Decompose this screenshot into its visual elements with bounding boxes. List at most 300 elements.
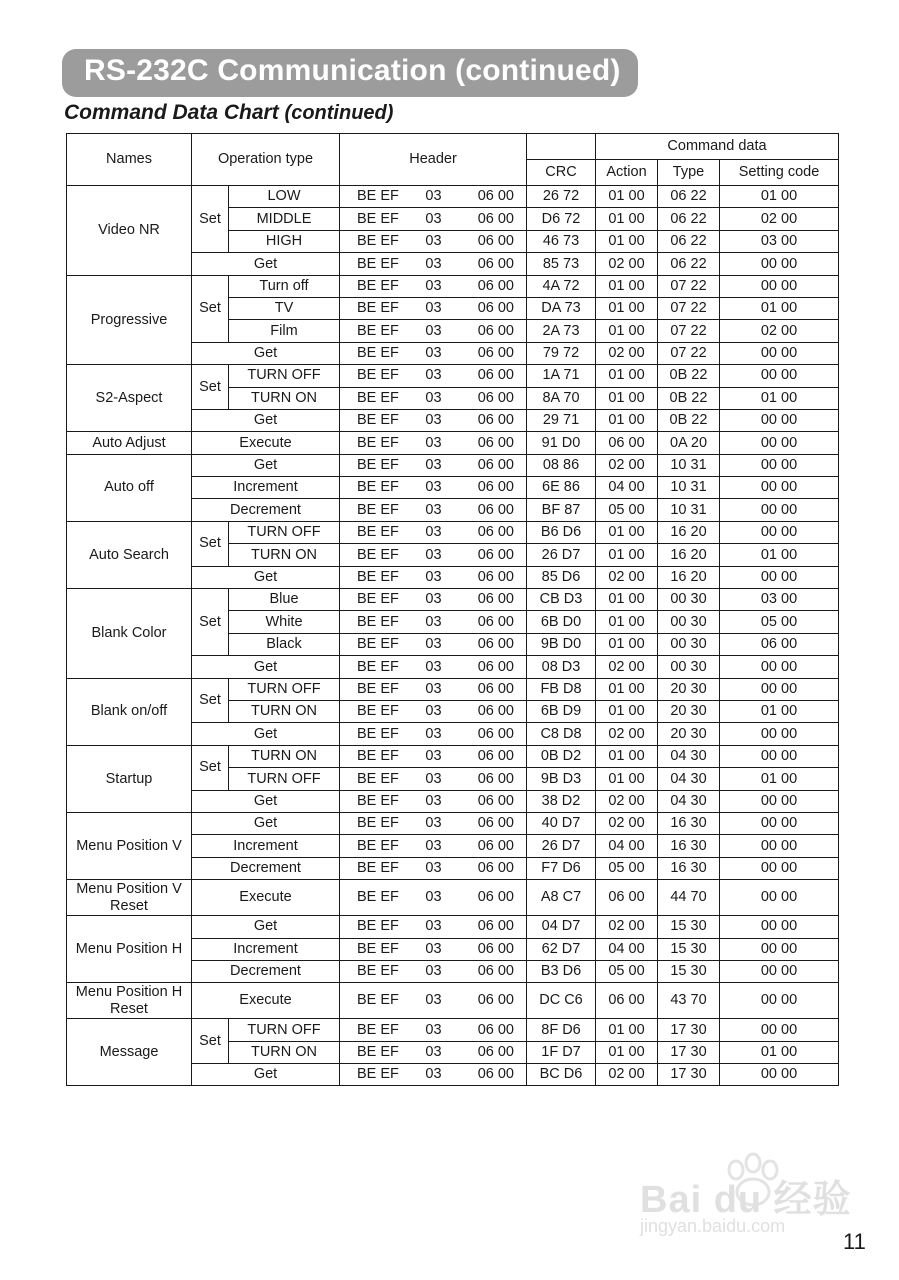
header-byte-1: BE EF [340, 812, 415, 834]
header-byte-1: BE EF [340, 297, 415, 319]
header-byte-3: 06 00 [453, 678, 527, 700]
header-byte-3: 06 00 [453, 387, 527, 409]
header-byte-3: 06 00 [453, 880, 527, 916]
operation-option: TURN OFF [229, 768, 340, 790]
type-value: 04 30 [658, 745, 720, 767]
header-byte-3: 06 00 [453, 566, 527, 588]
row-name: Menu Position V Reset [67, 880, 192, 916]
row-name: Auto off [67, 454, 192, 521]
header-byte-1: BE EF [340, 656, 415, 678]
header-byte-2: 03 [415, 566, 453, 588]
header-byte-2: 03 [415, 723, 453, 745]
header-byte-1: BE EF [340, 1064, 415, 1086]
header-byte-1: BE EF [340, 880, 415, 916]
type-value: 15 30 [658, 938, 720, 960]
operation-set-label: Set [192, 365, 229, 410]
header-byte-1: BE EF [340, 208, 415, 230]
crc-value: 9B D0 [527, 633, 596, 655]
header-byte-3: 06 00 [453, 938, 527, 960]
table-row [67, 745, 839, 767]
action-value: 01 00 [596, 1019, 658, 1041]
header-byte-2: 03 [415, 230, 453, 252]
crc-value: DA 73 [527, 297, 596, 319]
type-value: 07 22 [658, 275, 720, 297]
header-byte-3: 06 00 [453, 656, 527, 678]
header-byte-1: BE EF [340, 960, 415, 982]
type-value: 07 22 [658, 320, 720, 342]
action-value: 02 00 [596, 790, 658, 812]
action-value: 02 00 [596, 916, 658, 938]
action-value: 06 00 [596, 880, 658, 916]
table-row [67, 916, 839, 938]
header-byte-2: 03 [415, 700, 453, 722]
header-byte-2: 03 [415, 960, 453, 982]
header-byte-2: 03 [415, 365, 453, 387]
table-row [67, 812, 839, 834]
operation-set-label: Set [192, 186, 229, 253]
type-value: 0B 22 [658, 387, 720, 409]
type-value: 16 30 [658, 835, 720, 857]
setting-code-value: 00 00 [720, 365, 839, 387]
setting-code-value: 00 00 [720, 983, 839, 1019]
table-row [67, 454, 839, 476]
type-value: 00 30 [658, 633, 720, 655]
action-value: 01 00 [596, 1041, 658, 1063]
type-value: 0B 22 [658, 365, 720, 387]
header-byte-3: 06 00 [453, 208, 527, 230]
action-value: 06 00 [596, 432, 658, 454]
header-byte-2: 03 [415, 387, 453, 409]
operation-set-label: Set [192, 521, 229, 566]
setting-code-value: 00 00 [720, 880, 839, 916]
setting-code-value: 00 00 [720, 656, 839, 678]
header-byte-3: 06 00 [453, 1019, 527, 1041]
type-value: 10 31 [658, 477, 720, 499]
operation-type: Get [192, 790, 340, 812]
crc-value: 8F D6 [527, 1019, 596, 1041]
setting-code-value: 01 00 [720, 768, 839, 790]
header-byte-2: 03 [415, 611, 453, 633]
table-row [67, 1019, 839, 1041]
setting-code-value: 01 00 [720, 297, 839, 319]
crc-value: 40 D7 [527, 812, 596, 834]
header-byte-2: 03 [415, 790, 453, 812]
row-name: S2-Aspect [67, 365, 192, 432]
action-value: 05 00 [596, 857, 658, 879]
table-row [67, 432, 839, 454]
header-byte-3: 06 00 [453, 186, 527, 208]
operation-option: TURN OFF [229, 521, 340, 543]
type-value: 20 30 [658, 700, 720, 722]
header-byte-2: 03 [415, 477, 453, 499]
type-value: 06 22 [658, 208, 720, 230]
setting-code-value: 00 00 [720, 678, 839, 700]
header-byte-2: 03 [415, 342, 453, 364]
row-name: Auto Search [67, 521, 192, 588]
header-byte-1: BE EF [340, 790, 415, 812]
header-byte-1: BE EF [340, 521, 415, 543]
operation-type: Execute [192, 983, 340, 1019]
header-byte-2: 03 [415, 521, 453, 543]
action-value: 01 00 [596, 230, 658, 252]
type-value: 16 30 [658, 812, 720, 834]
type-value: 10 31 [658, 499, 720, 521]
crc-value: 91 D0 [527, 432, 596, 454]
crc-value: 79 72 [527, 342, 596, 364]
setting-code-value: 00 00 [720, 409, 839, 431]
crc-value: CB D3 [527, 589, 596, 611]
table-row [67, 365, 839, 387]
watermark-url: jingyan.baidu.com [640, 1216, 786, 1236]
operation-option: LOW [229, 186, 340, 208]
section-subtitle [64, 101, 393, 125]
setting-code-value: 00 00 [720, 790, 839, 812]
subtitle-main: Command Data Chart [64, 101, 279, 124]
setting-code-value: 00 00 [720, 499, 839, 521]
header-byte-1: BE EF [340, 611, 415, 633]
action-value: 02 00 [596, 454, 658, 476]
action-value: 01 00 [596, 768, 658, 790]
header-byte-3: 06 00 [453, 983, 527, 1019]
operation-set-label: Set [192, 1019, 229, 1064]
setting-code-value: 00 00 [720, 477, 839, 499]
crc-value: 1F D7 [527, 1041, 596, 1063]
type-value: 00 30 [658, 656, 720, 678]
setting-code-value: 05 00 [720, 611, 839, 633]
header-byte-2: 03 [415, 1019, 453, 1041]
header-byte-3: 06 00 [453, 297, 527, 319]
header-byte-3: 06 00 [453, 835, 527, 857]
type-value: 20 30 [658, 723, 720, 745]
operation-option: TV [229, 297, 340, 319]
type-value: 00 30 [658, 611, 720, 633]
setting-code-value: 00 00 [720, 857, 839, 879]
header-byte-3: 06 00 [453, 812, 527, 834]
operation-type: Execute [192, 880, 340, 916]
operation-type: Increment [192, 835, 340, 857]
operation-type: Get [192, 342, 340, 364]
table-row [67, 589, 839, 611]
header-byte-1: BE EF [340, 678, 415, 700]
action-value: 06 00 [596, 983, 658, 1019]
type-value: 06 22 [658, 253, 720, 275]
row-name: Startup [67, 745, 192, 812]
header-byte-3: 06 00 [453, 611, 527, 633]
header-byte-2: 03 [415, 589, 453, 611]
col-header-action: Action [596, 160, 658, 186]
type-value: 07 22 [658, 342, 720, 364]
crc-value: 6B D9 [527, 700, 596, 722]
header-byte-2: 03 [415, 857, 453, 879]
setting-code-value: 01 00 [720, 544, 839, 566]
crc-value: 26 D7 [527, 835, 596, 857]
type-value: 16 30 [658, 857, 720, 879]
header-byte-2: 03 [415, 499, 453, 521]
header-byte-1: BE EF [340, 477, 415, 499]
setting-code-value: 00 00 [720, 275, 839, 297]
header-byte-2: 03 [415, 633, 453, 655]
crc-value: 08 86 [527, 454, 596, 476]
type-value: 17 30 [658, 1064, 720, 1086]
crc-value: 26 D7 [527, 544, 596, 566]
header-byte-3: 06 00 [453, 342, 527, 364]
header-byte-3: 06 00 [453, 723, 527, 745]
crc-value: D6 72 [527, 208, 596, 230]
header-byte-3: 06 00 [453, 700, 527, 722]
header-byte-1: BE EF [340, 589, 415, 611]
col-header-names: Names [67, 134, 192, 186]
col-header-setting-code: Setting code [720, 160, 839, 186]
table-row [67, 521, 839, 543]
col-header-crc-top [527, 134, 596, 160]
table-row [67, 186, 839, 208]
header-byte-1: BE EF [340, 409, 415, 431]
header-byte-2: 03 [415, 745, 453, 767]
header-byte-2: 03 [415, 812, 453, 834]
col-header-type: Type [658, 160, 720, 186]
header-byte-3: 06 00 [453, 230, 527, 252]
header-byte-2: 03 [415, 835, 453, 857]
col-header-command-data: Command data [596, 134, 839, 160]
crc-value: 85 73 [527, 253, 596, 275]
setting-code-value: 03 00 [720, 589, 839, 611]
watermark-logo-text: Bai du 经验 [640, 1179, 852, 1221]
action-value: 01 00 [596, 700, 658, 722]
action-value: 05 00 [596, 499, 658, 521]
header-byte-2: 03 [415, 253, 453, 275]
crc-value: BC D6 [527, 1064, 596, 1086]
crc-value: 04 D7 [527, 916, 596, 938]
action-value: 01 00 [596, 589, 658, 611]
type-value: 0B 22 [658, 409, 720, 431]
subtitle-suffix: (continued) [284, 102, 394, 124]
row-name: Menu Position H Reset [67, 983, 192, 1019]
type-value: 16 20 [658, 544, 720, 566]
action-value: 01 00 [596, 365, 658, 387]
type-value: 43 70 [658, 983, 720, 1019]
header-byte-3: 06 00 [453, 521, 527, 543]
setting-code-value: 02 00 [720, 208, 839, 230]
operation-type: Execute [192, 432, 340, 454]
header-byte-1: BE EF [340, 387, 415, 409]
type-value: 17 30 [658, 1041, 720, 1063]
operation-type: Get [192, 656, 340, 678]
operation-option: Film [229, 320, 340, 342]
col-header-header: Header [340, 134, 527, 186]
type-value: 06 22 [658, 230, 720, 252]
header-byte-1: BE EF [340, 723, 415, 745]
operation-option: TURN ON [229, 700, 340, 722]
action-value: 01 00 [596, 745, 658, 767]
setting-code-value: 01 00 [720, 186, 839, 208]
header-byte-1: BE EF [340, 768, 415, 790]
operation-option: TURN OFF [229, 365, 340, 387]
header-byte-2: 03 [415, 983, 453, 1019]
operation-option: TURN ON [229, 1041, 340, 1063]
setting-code-value: 03 00 [720, 230, 839, 252]
header-byte-1: BE EF [340, 230, 415, 252]
type-value: 10 31 [658, 454, 720, 476]
crc-value: 6E 86 [527, 477, 596, 499]
crc-value: A8 C7 [527, 880, 596, 916]
setting-code-value: 00 00 [720, 342, 839, 364]
operation-set-label: Set [192, 745, 229, 790]
crc-value: 85 D6 [527, 566, 596, 588]
operation-type: Get [192, 812, 340, 834]
action-value: 01 00 [596, 544, 658, 566]
operation-option: Blue [229, 589, 340, 611]
type-value: 00 30 [658, 589, 720, 611]
crc-value: 26 72 [527, 186, 596, 208]
setting-code-value: 06 00 [720, 633, 839, 655]
crc-value: 08 D3 [527, 656, 596, 678]
crc-value: 8A 70 [527, 387, 596, 409]
header-byte-2: 03 [415, 880, 453, 916]
crc-value: B6 D6 [527, 521, 596, 543]
header-byte-1: BE EF [340, 342, 415, 364]
header-byte-3: 06 00 [453, 916, 527, 938]
action-value: 01 00 [596, 633, 658, 655]
operation-option: TURN ON [229, 387, 340, 409]
setting-code-value: 00 00 [720, 253, 839, 275]
crc-value: 2A 73 [527, 320, 596, 342]
operation-option: TURN OFF [229, 678, 340, 700]
header-byte-3: 06 00 [453, 253, 527, 275]
header-byte-3: 06 00 [453, 589, 527, 611]
crc-value: 6B D0 [527, 611, 596, 633]
row-name: Blank on/off [67, 678, 192, 745]
header-byte-2: 03 [415, 454, 453, 476]
header-byte-3: 06 00 [453, 1064, 527, 1086]
table-row [67, 880, 839, 916]
action-value: 01 00 [596, 186, 658, 208]
header-byte-2: 03 [415, 768, 453, 790]
action-value: 02 00 [596, 723, 658, 745]
type-value: 16 20 [658, 566, 720, 588]
header-byte-2: 03 [415, 656, 453, 678]
type-value: 44 70 [658, 880, 720, 916]
operation-option: Turn off [229, 275, 340, 297]
action-value: 05 00 [596, 960, 658, 982]
crc-value: 9B D3 [527, 768, 596, 790]
operation-option: TURN ON [229, 544, 340, 566]
header-byte-3: 06 00 [453, 960, 527, 982]
setting-code-value: 01 00 [720, 700, 839, 722]
type-value: 04 30 [658, 790, 720, 812]
crc-value: FB D8 [527, 678, 596, 700]
table-row [67, 678, 839, 700]
header-byte-2: 03 [415, 297, 453, 319]
command-table-body [67, 186, 839, 1086]
header-byte-3: 06 00 [453, 409, 527, 431]
header-byte-1: BE EF [340, 700, 415, 722]
header-byte-3: 06 00 [453, 544, 527, 566]
operation-type: Get [192, 916, 340, 938]
setting-code-value: 00 00 [720, 745, 839, 767]
action-value: 01 00 [596, 521, 658, 543]
action-value: 01 00 [596, 387, 658, 409]
type-value: 20 30 [658, 678, 720, 700]
action-value: 01 00 [596, 275, 658, 297]
setting-code-value: 00 00 [720, 521, 839, 543]
header-byte-3: 06 00 [453, 857, 527, 879]
header-byte-2: 03 [415, 208, 453, 230]
type-value: 15 30 [658, 960, 720, 982]
operation-option: White [229, 611, 340, 633]
operation-set-label: Set [192, 275, 229, 342]
crc-value: 62 D7 [527, 938, 596, 960]
operation-type: Get [192, 566, 340, 588]
header-byte-3: 06 00 [453, 1041, 527, 1063]
header-byte-2: 03 [415, 544, 453, 566]
operation-type: Get [192, 454, 340, 476]
header-byte-3: 06 00 [453, 477, 527, 499]
header-byte-2: 03 [415, 938, 453, 960]
operation-option: TURN ON [229, 745, 340, 767]
operation-type: Get [192, 1064, 340, 1086]
type-value: 07 22 [658, 297, 720, 319]
type-value: 15 30 [658, 916, 720, 938]
operation-type: Get [192, 409, 340, 431]
header-byte-3: 06 00 [453, 768, 527, 790]
header-byte-2: 03 [415, 1041, 453, 1063]
operation-type: Decrement [192, 499, 340, 521]
action-value: 01 00 [596, 297, 658, 319]
header-byte-3: 06 00 [453, 499, 527, 521]
type-value: 16 20 [658, 521, 720, 543]
header-byte-1: BE EF [340, 916, 415, 938]
action-value: 02 00 [596, 812, 658, 834]
crc-value: 4A 72 [527, 275, 596, 297]
operation-option: MIDDLE [229, 208, 340, 230]
setting-code-value: 00 00 [720, 812, 839, 834]
action-value: 02 00 [596, 566, 658, 588]
type-value: 06 22 [658, 186, 720, 208]
header-byte-3: 06 00 [453, 365, 527, 387]
row-name: Video NR [67, 186, 192, 276]
type-value: 0A 20 [658, 432, 720, 454]
row-name: Menu Position H [67, 916, 192, 983]
header-byte-1: BE EF [340, 938, 415, 960]
setting-code-value: 01 00 [720, 387, 839, 409]
table-row [67, 275, 839, 297]
operation-set-label: Set [192, 589, 229, 656]
header-byte-2: 03 [415, 432, 453, 454]
operation-type: Decrement [192, 960, 340, 982]
col-header-crc: CRC [527, 160, 596, 186]
setting-code-value: 00 00 [720, 432, 839, 454]
command-data-table [66, 133, 839, 1086]
setting-code-value: 01 00 [720, 1041, 839, 1063]
operation-type: Decrement [192, 857, 340, 879]
operation-option: HIGH [229, 230, 340, 252]
crc-value: B3 D6 [527, 960, 596, 982]
crc-value: BF 87 [527, 499, 596, 521]
row-name: Message [67, 1019, 192, 1086]
header-byte-2: 03 [415, 678, 453, 700]
crc-value: 29 71 [527, 409, 596, 431]
header-byte-3: 06 00 [453, 633, 527, 655]
header-byte-2: 03 [415, 916, 453, 938]
setting-code-value: 00 00 [720, 454, 839, 476]
header-byte-1: BE EF [340, 745, 415, 767]
table-row [67, 983, 839, 1019]
header-byte-1: BE EF [340, 186, 415, 208]
type-value: 17 30 [658, 1019, 720, 1041]
setting-code-value: 00 00 [720, 938, 839, 960]
setting-code-value: 00 00 [720, 916, 839, 938]
header-byte-2: 03 [415, 1064, 453, 1086]
